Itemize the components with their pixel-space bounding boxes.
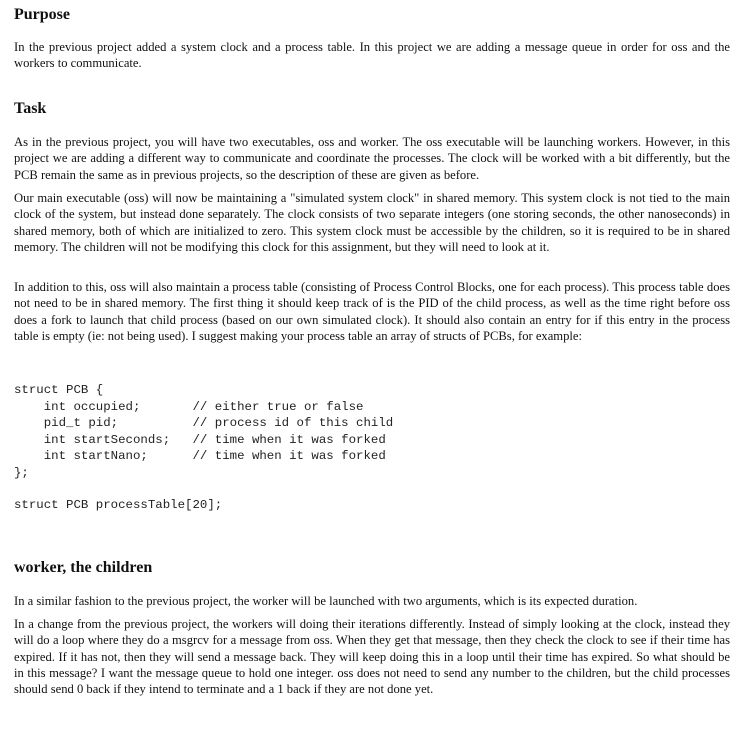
task-paragraph-3: In addition to this, oss will also maintain a process table (consisting of Process Control Blocks, one for each process). This process table does not need to be in shared memory. The first thing it should keep track of is the PID of the child process, as well as the time right before oss does a fork to launch that child process (based on our own simulated clock). It should also contain an entry for if this entry in the process table is empty (ie: not being used). I suggest making your process table an array of structs of PCBs, for example: — [14, 280, 730, 343]
task-paragraph-1: As in the previous project, you will have two executables, oss and worker. The oss executable will be launching workers. However, in this project we are adding a different way to communicate and coordinate the processes. The clock will be worked with a bit differently, but the PCB remain the same as in previous projects, so the description of these are given as before. — [14, 135, 730, 182]
section-heading-purpose: Purpose — [14, 6, 70, 23]
worker-paragraph-1: In a similar fashion to the previous project, the worker will be launched with two arguments, which is its expected duration. — [14, 594, 638, 608]
code-block-struct-pcb: struct PCB { int occupied; // either true or false pid_t pid; // process id of this child int startSeconds; // time when it was forked int startNano; // time when it was forked }; — [14, 383, 394, 480]
code-process-table-declaration: struct PCB processTable[20]; — [14, 498, 223, 512]
section-heading-worker: worker, the children — [14, 559, 153, 576]
worker-paragraph-2: In a change from the previous project, the workers will doing their iterations differently. Instead of simply looking at the clock, instead they will do a loop where they do a msgrcv for a message from oss. When they get that message, then they check the clock to see if their time has expired. If it has not, then they will send a message back. They will keep doing this in a loop until their time has expired. So what should be in this message? I want the message queue to hold one integer. oss does not need to send any number to the children, but the child processes should send 0 back if they intend to terminate and a 1 back if they are not done yet. — [14, 617, 730, 697]
task-paragraph-2: Our main executable (oss) will now be maintaining a "simulated system clock" in shared memory. This system clock is not tied to the main clock of the system, but instead done separately. The clock consists of two separate integers (one storing seconds, the other nanoseconds) in shared memory, both of which are initialized to zero. This system clock must be accessible by the children, so it is required to be in shared memory. The children will not be modifying this clock for this assignment, but they will need to look at it. — [14, 191, 730, 254]
purpose-paragraph: In the previous project added a system clock and a process table. In this project we are adding a message queue in order for oss and the workers to communicate. — [14, 40, 730, 71]
section-heading-task: Task — [14, 100, 47, 117]
